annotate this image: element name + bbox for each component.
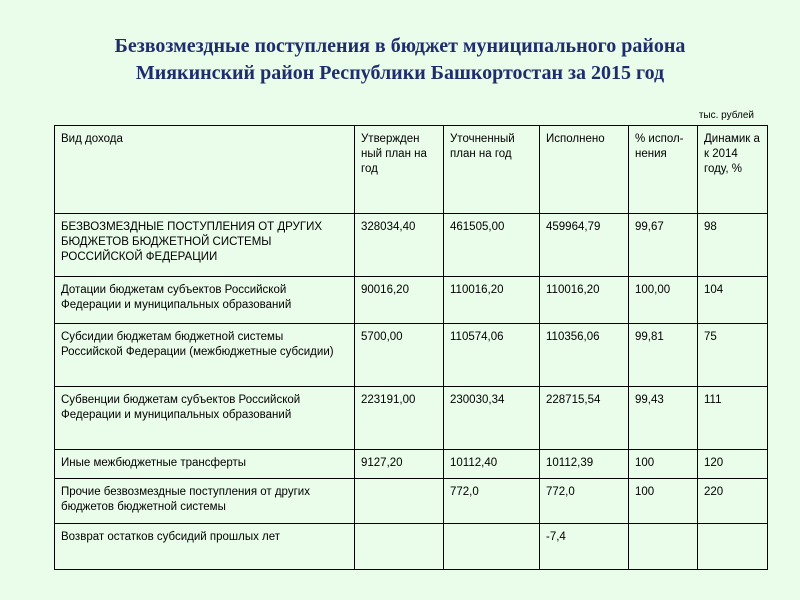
row-label: Возврат остатков субсидий прошлых лет xyxy=(55,524,355,570)
percent-value: 99,81 xyxy=(629,324,698,387)
table-header-row xyxy=(55,126,768,214)
revised-value xyxy=(444,524,540,570)
revised-value: 10112,40 xyxy=(444,450,540,479)
row-label: Субсидии бюджетам бюджетной системы Российской Федерации (межбюджетные субсидии) xyxy=(55,324,355,387)
revised-value: 230030,34 xyxy=(444,387,540,450)
header-revised-plan: Уточненный план на год xyxy=(444,126,540,214)
approved-value xyxy=(355,479,444,524)
table-row xyxy=(55,479,768,524)
dynamics-value xyxy=(698,524,768,570)
dynamics-value: 220 xyxy=(698,479,768,524)
percent-value: 100 xyxy=(629,450,698,479)
executed-value: 10112,39 xyxy=(540,450,629,479)
dynamics-value: 120 xyxy=(698,450,768,479)
percent-value: 100 xyxy=(629,479,698,524)
approved-value: 90016,20 xyxy=(355,277,444,324)
executed-value: 228715,54 xyxy=(540,387,629,450)
table-row xyxy=(55,214,768,277)
approved-value: 9127,20 xyxy=(355,450,444,479)
revised-value: 110016,20 xyxy=(444,277,540,324)
percent-value: 99,43 xyxy=(629,387,698,450)
approved-value: 223191,00 xyxy=(355,387,444,450)
page-title xyxy=(0,33,800,87)
approved-value: 328034,40 xyxy=(355,214,444,277)
revised-value: 772,0 xyxy=(444,479,540,524)
dynamics-value: 111 xyxy=(698,387,768,450)
percent-value: 99,67 xyxy=(629,214,698,277)
executed-value: 772,0 xyxy=(540,479,629,524)
approved-value: 5700,00 xyxy=(355,324,444,387)
table-row xyxy=(55,524,768,570)
units-label: тыс. рублей xyxy=(698,110,754,121)
table-row xyxy=(55,324,768,387)
table-row xyxy=(55,277,768,324)
row-label: Дотации бюджетам субъектов Российской Федерации и муниципальных образований xyxy=(55,277,355,324)
percent-value xyxy=(629,524,698,570)
executed-value: 110356,06 xyxy=(540,324,629,387)
percent-value: 100,00 xyxy=(629,277,698,324)
row-label: БЕЗВОЗМЕЗДНЫЕ ПОСТУПЛЕНИЯ ОТ ДРУГИХ БЮДЖЕТОВ БЮДЖЕТНОЙ СИСТЕМЫ РОССИЙСКОЙ ФЕДЕРАЦИИ xyxy=(55,214,355,277)
revised-value: 461505,00 xyxy=(444,214,540,277)
title-line-2: Миякинский район Республики Башкортостан за 2015 год xyxy=(135,62,665,84)
approved-value xyxy=(355,524,444,570)
budget-table xyxy=(54,125,768,570)
dynamics-value: 98 xyxy=(698,214,768,277)
header-executed: Исполнено xyxy=(540,126,629,214)
row-label: Иные межбюджетные трансферты xyxy=(55,450,355,479)
executed-value: 459964,79 xyxy=(540,214,629,277)
row-label: Субвенции бюджетам субъектов Российской Федерации и муниципальных образований xyxy=(55,387,355,450)
dynamics-value: 75 xyxy=(698,324,768,387)
row-label: Прочие безвозмездные поступления от других бюджетов бюджетной системы xyxy=(55,479,355,524)
revised-value: 110574,06 xyxy=(444,324,540,387)
dynamics-value: 104 xyxy=(698,277,768,324)
executed-value: 110016,20 xyxy=(540,277,629,324)
header-dynamics: Динамик а к 2014 году, % xyxy=(698,126,768,214)
header-percent-executed: % испол-нения xyxy=(629,126,698,214)
table-row xyxy=(55,387,768,450)
title-line-1: Безвозмездные поступления в бюджет муниципального района xyxy=(114,35,686,57)
header-income-type: Вид дохода xyxy=(55,126,355,214)
executed-value: -7,4 xyxy=(540,524,629,570)
table-row xyxy=(55,450,768,479)
header-approved-plan: Утвержден ный план на год xyxy=(355,126,444,214)
